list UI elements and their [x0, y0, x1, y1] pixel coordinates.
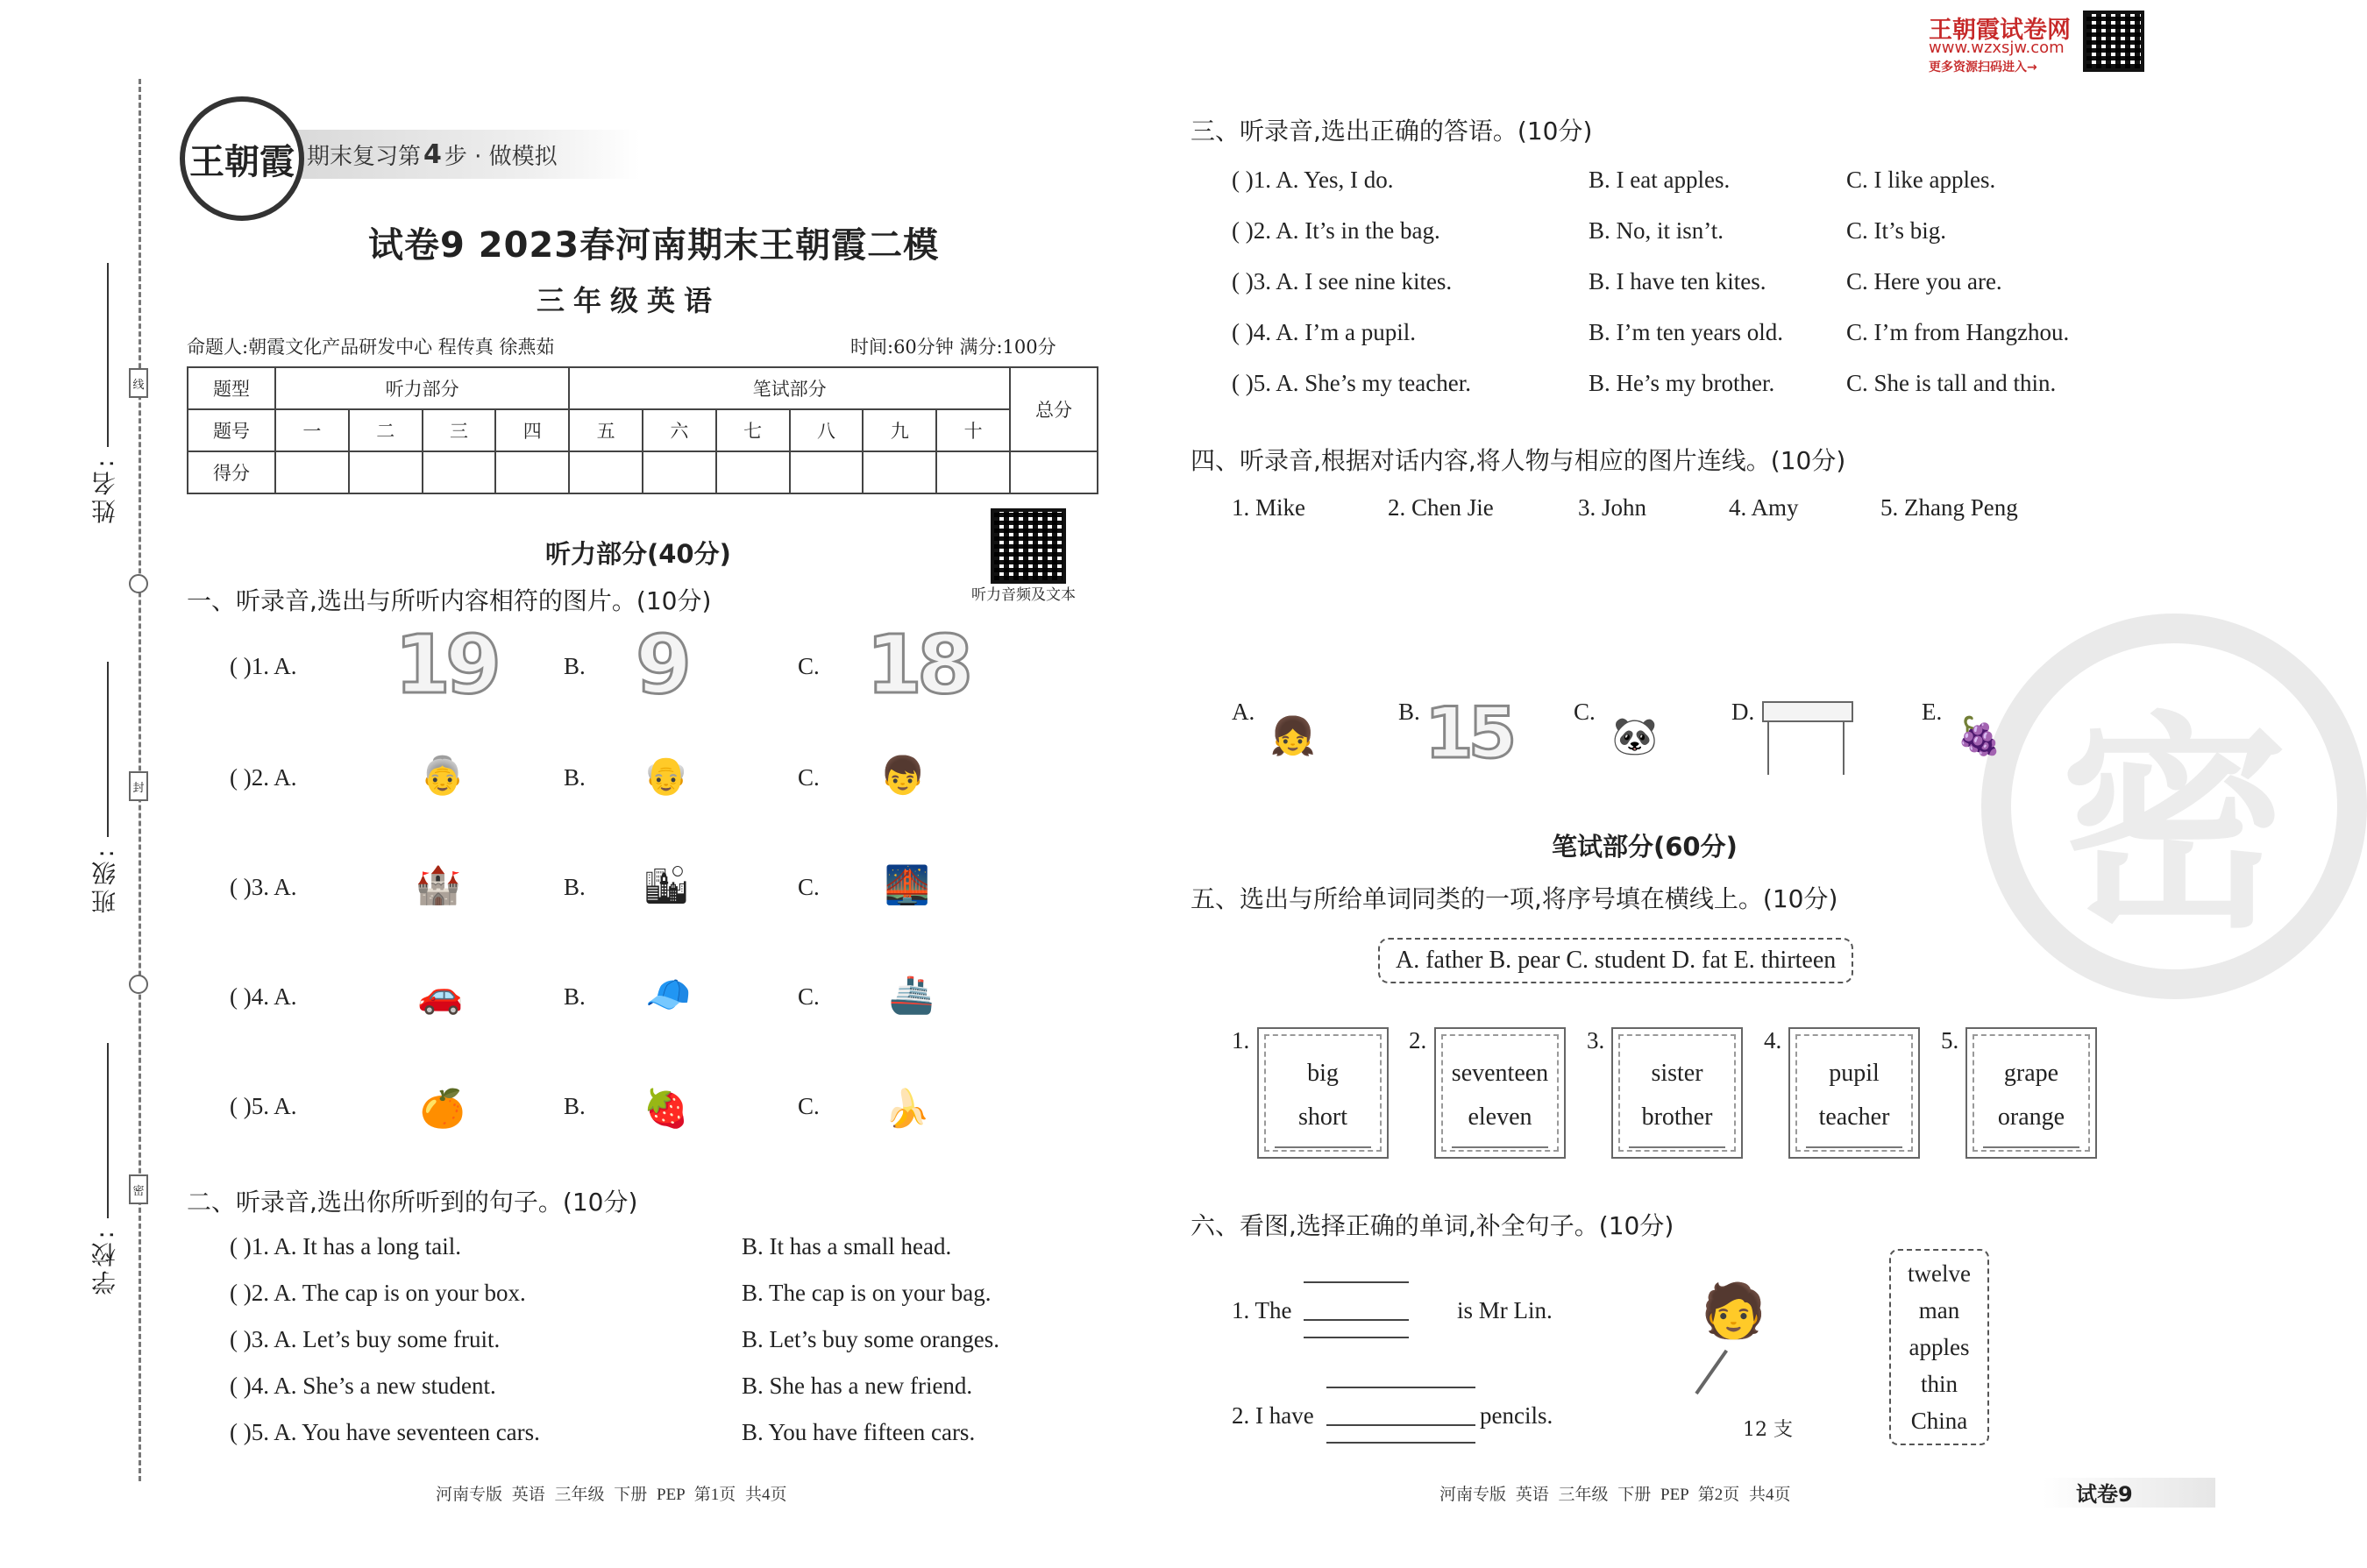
- guide-line: [1304, 1337, 1409, 1338]
- strawberry-icon: 🍓: [643, 1087, 690, 1130]
- london-icon: 🏰: [415, 863, 462, 906]
- sentence-option: ( )3. A. Let’s buy some fruit.: [230, 1326, 501, 1352]
- logo-text: 王朝霞: [189, 140, 295, 182]
- picture-label: C.: [1574, 699, 1596, 725]
- answer-option: B. I have ten kites.: [1589, 268, 1766, 294]
- score-cell[interactable]: [349, 451, 423, 493]
- answer-line[interactable]: [1629, 1146, 1725, 1148]
- bank-word: apples: [1909, 1334, 1970, 1360]
- score-total: 总分: [1010, 367, 1098, 451]
- name-label: 姓名:: [90, 456, 119, 524]
- number-picture: 15: [1425, 692, 1512, 774]
- answer-blank[interactable]: [1304, 1319, 1409, 1321]
- answer-option: C. It’s big.: [1846, 217, 1947, 244]
- score-listening: 听力部分: [275, 367, 569, 409]
- score-num: 九: [863, 409, 936, 451]
- word: teacher: [1818, 1103, 1890, 1131]
- score-cell[interactable]: [1010, 451, 1098, 493]
- option-label: B.: [564, 1093, 586, 1119]
- step-number: 4: [423, 138, 442, 170]
- word: eleven: [1468, 1103, 1532, 1131]
- option-label: C.: [798, 874, 820, 900]
- step-banner: [281, 130, 640, 179]
- word: seventeen: [1451, 1060, 1549, 1087]
- footer-left: 河南专版 英语 三年级 下册 PEP 第1页 共4页: [436, 1486, 787, 1504]
- person-name: 5. Zhang Peng: [1880, 494, 2018, 521]
- bank-word: man: [1918, 1297, 1960, 1323]
- score-num: 三: [423, 409, 496, 451]
- score-num: 四: [495, 409, 569, 451]
- option-label: B.: [564, 764, 586, 791]
- guide-line: [1326, 1442, 1475, 1444]
- sec3-heading: 三、听录音,选出正确的答语。(10分): [1191, 117, 1593, 145]
- q-number: ( )1. A.: [230, 653, 297, 679]
- score-cell[interactable]: [643, 451, 716, 493]
- girl-icon: 👧: [1269, 714, 1317, 757]
- score-writing: 笔试部分: [569, 367, 1010, 409]
- score-num: 一: [275, 409, 349, 451]
- sec6-heading: 六、看图,选择正确的单词,补全句子。(10分): [1191, 1211, 1674, 1240]
- grandfather-icon: 👴: [643, 754, 690, 797]
- sentence-end: pencils.: [1480, 1402, 1553, 1429]
- answer-option: B. I’m ten years old.: [1589, 319, 1783, 345]
- pencil-count: 12 支: [1743, 1419, 1793, 1441]
- person-name: 1. Mike: [1232, 494, 1305, 521]
- item-number: 1.: [1232, 1027, 1250, 1054]
- guide-line: [1304, 1281, 1409, 1283]
- word: short: [1298, 1103, 1347, 1131]
- number-picture: 9: [636, 618, 687, 712]
- item-number: 3.: [1587, 1027, 1605, 1054]
- class-label: 班级:: [90, 846, 119, 914]
- answer-line[interactable]: [1806, 1146, 1902, 1148]
- word-card: [1257, 1027, 1389, 1159]
- word-card: [1611, 1027, 1743, 1159]
- answer-option: B. I eat apples.: [1589, 167, 1731, 193]
- school-label: 学校:: [90, 1227, 119, 1295]
- picture-label: A.: [1232, 699, 1255, 725]
- writing-heading: 笔试部分(60分): [1552, 832, 1738, 862]
- page-subtitle: 三年级英语: [537, 284, 721, 317]
- score-row-score: 得分: [188, 451, 275, 493]
- listening-heading: 听力部分(40分): [545, 539, 731, 569]
- authors: 命题人:朝霞文化产品研发中心 程传真 徐燕茹: [187, 337, 555, 358]
- word: big: [1307, 1060, 1339, 1087]
- score-row-type: 题型: [188, 367, 275, 409]
- page-title: 试卷9 2023春河南期末王朝霞二模: [368, 225, 940, 266]
- sentence-option: ( )1. A. It has a long tail.: [230, 1233, 461, 1259]
- score-num: 八: [790, 409, 864, 451]
- bank-word: twelve: [1908, 1260, 1971, 1287]
- picture-label: E.: [1922, 699, 1943, 725]
- q-number: ( )5. A.: [230, 1093, 297, 1119]
- word: grape: [2003, 1060, 2059, 1087]
- answer-option: B. He’s my brother.: [1589, 370, 1775, 396]
- option-label: C.: [798, 764, 820, 791]
- item-number: 2.: [1409, 1027, 1427, 1054]
- guide-line: [1326, 1387, 1475, 1388]
- sentence-option: B. She has a new friend.: [742, 1373, 973, 1399]
- sec2-heading: 二、听录音,选出你所听到的句子。(10分): [187, 1188, 638, 1217]
- person-name: 4. Amy: [1729, 494, 1799, 521]
- score-cell[interactable]: [423, 451, 496, 493]
- step-suffix: 步 · 做模拟: [444, 143, 558, 170]
- answer-option: C. She is tall and thin.: [1846, 370, 2057, 396]
- class-blank[interactable]: [107, 662, 109, 837]
- option-label: C.: [798, 983, 820, 1010]
- item-number: 5.: [1941, 1027, 1959, 1054]
- desk-icon: [1762, 701, 1850, 776]
- score-cell[interactable]: [790, 451, 864, 493]
- word-card: [1965, 1027, 2097, 1159]
- sentence-start: 1. The: [1232, 1297, 1292, 1323]
- score-num: 六: [643, 409, 716, 451]
- binding-knot-icon: [129, 975, 148, 994]
- cap-icon: 🧢: [645, 973, 692, 1016]
- sentence-option: ( )5. A. You have seventeen cars.: [230, 1419, 540, 1445]
- score-num: 二: [349, 409, 423, 451]
- name-blank[interactable]: [107, 263, 109, 447]
- binding-knot-icon: [129, 574, 148, 593]
- option-label: B.: [564, 874, 586, 900]
- sentence-option: B. It has a small head.: [742, 1233, 952, 1259]
- number-picture: 19: [394, 618, 497, 712]
- score-cell[interactable]: [275, 451, 349, 493]
- answer-line[interactable]: [1275, 1146, 1371, 1148]
- binding-tag-seal: 封: [129, 771, 148, 801]
- answer-option: ( )5. A. She’s my teacher.: [1232, 370, 1471, 396]
- sentence-option: B. You have fifteen cars.: [742, 1419, 976, 1445]
- sentence-option: B. The cap is on your bag.: [742, 1280, 992, 1306]
- boy-icon: 👦: [879, 754, 927, 797]
- site-tip: 更多资源扫码进入→: [1929, 60, 2037, 74]
- q-number: ( )4. A.: [230, 983, 297, 1010]
- sentence-option: ( )4. A. She’s a new student.: [230, 1373, 496, 1399]
- score-cell[interactable]: [569, 451, 643, 493]
- panda-icon: 🐼: [1611, 714, 1659, 757]
- score-cell[interactable]: [863, 451, 936, 493]
- options-box: A. father B. pear C. student D. fat E. thirteen: [1378, 938, 1853, 983]
- word-bank: [1889, 1249, 1989, 1445]
- site-name: 王朝霞试卷网: [1929, 17, 2071, 44]
- car-icon: 🚗: [417, 973, 464, 1016]
- word: orange: [1997, 1103, 2065, 1131]
- score-cell[interactable]: [716, 451, 790, 493]
- sec4-heading: 四、听录音,根据对话内容,将人物与相应的图片连线。(10分): [1191, 446, 1846, 475]
- sec1-heading: 一、听录音,选出与所听内容相符的图片。(10分): [187, 586, 712, 615]
- word: sister: [1651, 1060, 1703, 1087]
- site-qr-icon[interactable]: [2083, 11, 2144, 72]
- option-label: B.: [564, 653, 586, 679]
- sentence-option: B. Let’s buy some oranges.: [742, 1326, 999, 1352]
- audio-qr-icon[interactable]: [991, 508, 1066, 584]
- banana-icon: 🍌: [884, 1087, 931, 1130]
- step-prefix: 期末复习第: [307, 143, 422, 170]
- q-number: ( )2. A.: [230, 764, 297, 791]
- option-label: C.: [798, 653, 820, 679]
- q-number: ( )3. A.: [230, 874, 297, 900]
- grandmother-icon: 👵: [419, 754, 466, 797]
- score-num: 七: [716, 409, 790, 451]
- seal-watermark: 密: [1981, 614, 2367, 999]
- footer-right: 河南专版 英语 三年级 下册 PEP 第2页 共4页: [1439, 1486, 1791, 1504]
- answer-option: B. No, it isn’t.: [1589, 217, 1724, 244]
- word-card: [1788, 1027, 1920, 1159]
- qr-caption: 听力音频及文本: [971, 586, 1076, 604]
- bank-word: China: [1910, 1408, 1968, 1434]
- sentence-option: ( )2. A. The cap is on your box.: [230, 1280, 526, 1306]
- binding-tag-dense: 密: [129, 1174, 148, 1204]
- time-score: 时间:60分钟 满分:100分: [850, 337, 1056, 358]
- sec5-heading: 五、选出与所给单词同类的一项,将序号填在横线上。(10分): [1191, 884, 1838, 913]
- ship-icon: 🚢: [888, 973, 935, 1016]
- score-num: 十: [936, 409, 1010, 451]
- school-blank[interactable]: [107, 1043, 109, 1218]
- bridge-icon: 🌉: [884, 863, 931, 906]
- answer-option: C. Here you are.: [1846, 268, 2002, 294]
- word: brother: [1641, 1103, 1713, 1131]
- answer-option: ( )2. A. It’s in the bag.: [1232, 217, 1440, 244]
- answer-option: ( )3. A. I see nine kites.: [1232, 268, 1453, 294]
- number-picture: 18: [866, 618, 969, 712]
- tower-city-icon: 🏙: [643, 863, 690, 906]
- item-number: 4.: [1764, 1027, 1782, 1054]
- score-cell[interactable]: [495, 451, 569, 493]
- answer-blank[interactable]: [1326, 1424, 1475, 1426]
- brand-logo: [180, 96, 304, 221]
- option-label: B.: [564, 983, 586, 1010]
- binding-tag-line: 线: [129, 368, 148, 398]
- answer-option: C. I like apples.: [1846, 167, 1996, 193]
- answer-option: ( )4. A. I’m a pupil.: [1232, 319, 1416, 345]
- word: pupil: [1829, 1060, 1880, 1087]
- score-cell[interactable]: [936, 451, 1010, 493]
- option-label: C.: [798, 1093, 820, 1119]
- man-icon: 🧑: [1701, 1280, 1766, 1342]
- bank-word: thin: [1920, 1371, 1958, 1397]
- orange-icon: 🍊: [419, 1087, 466, 1130]
- sentence-start: 2. I have: [1232, 1402, 1314, 1429]
- person-name: 3. John: [1578, 494, 1647, 521]
- person-name: 2. Chen Jie: [1388, 494, 1494, 521]
- answer-line[interactable]: [1983, 1146, 2079, 1148]
- word-card: [1434, 1027, 1566, 1159]
- answer-option: C. I’m from Hangzhou.: [1846, 319, 2070, 345]
- paper-badge: 试卷9: [2076, 1482, 2133, 1507]
- sentence-end: is Mr Lin.: [1457, 1297, 1553, 1323]
- picture-label: B.: [1398, 699, 1420, 725]
- score-row-num: 题号: [188, 409, 275, 451]
- answer-option: ( )1. A. Yes, I do.: [1232, 167, 1394, 193]
- site-url[interactable]: www.wzxsjw.com: [1929, 39, 2065, 57]
- picture-label: D.: [1731, 699, 1755, 725]
- answer-line[interactable]: [1452, 1146, 1548, 1148]
- score-num: 五: [569, 409, 643, 451]
- score-table: [187, 366, 1098, 494]
- grapes-icon: 🍇: [1956, 714, 2003, 757]
